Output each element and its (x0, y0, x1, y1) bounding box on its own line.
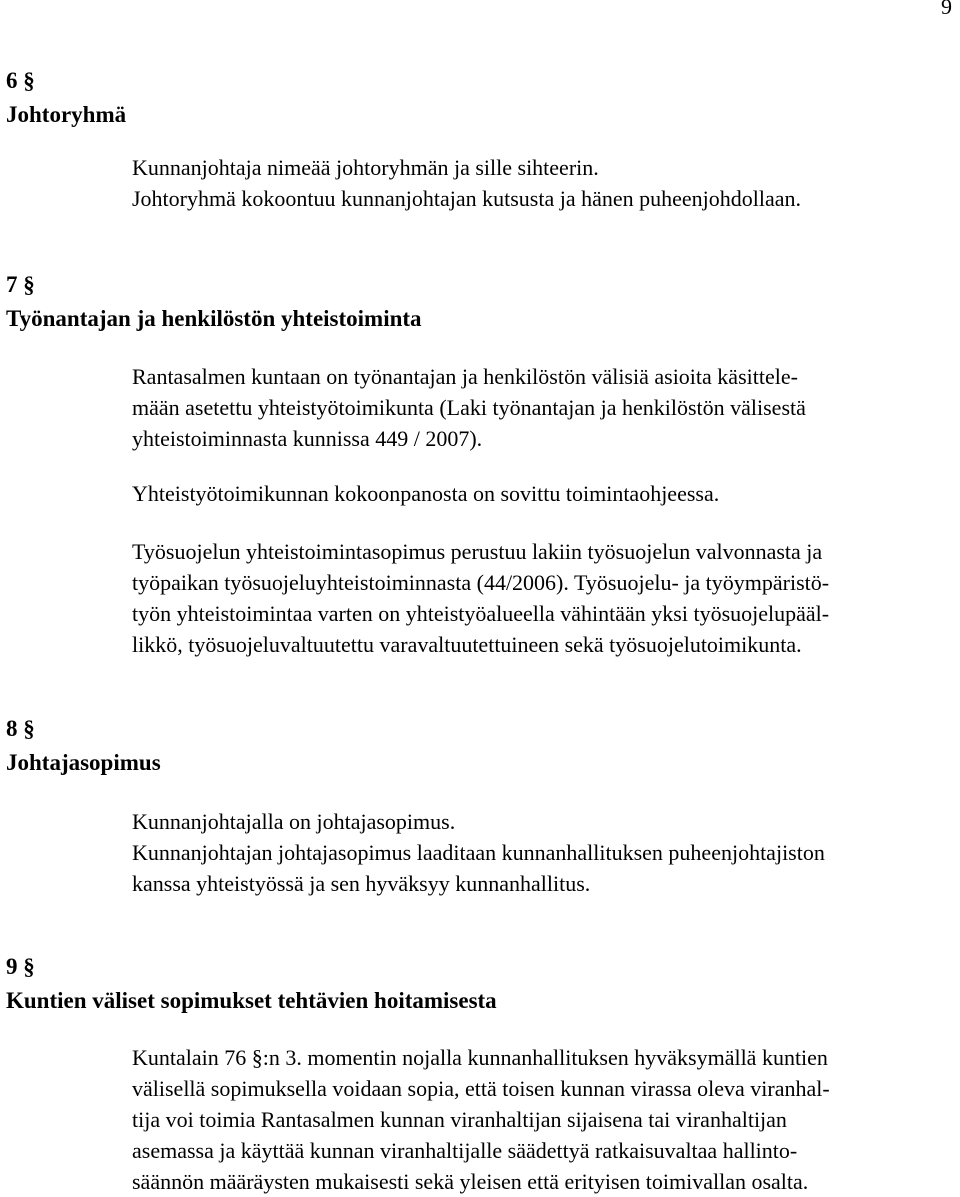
paragraph (132, 478, 960, 509)
text-line: Johtoryhmä kokoontuu kunnanjohtajan kutsusta ja hänen puheenjohdollaan. (132, 186, 802, 211)
text-line: tija voi toimia Rantasalmen kunnan viranhaltijan sijaisena tai viranhaltijan (132, 1107, 787, 1132)
section-6-heading (6, 64, 126, 132)
text-line: Yhteistyötoimikunnan kokoonpanosta on sovittu toimintaohjeessa. (132, 481, 720, 506)
section-9-body (132, 1042, 960, 1197)
paragraph (132, 536, 960, 660)
section-number: 6 § (6, 68, 35, 93)
section-title: Työnantajan ja henkilöstön yhteistoiminta (6, 306, 422, 331)
text-line: säännön määräysten mukaisesti sekä yleisen että erityisen toimivallan osalta. (132, 1169, 809, 1194)
paragraph (132, 1042, 960, 1197)
section-8-body (132, 806, 960, 899)
text-line: Kunnanjohtajalla on johtajasopimus. (132, 809, 456, 834)
section-9-heading (6, 950, 497, 1018)
section-7-body (132, 361, 960, 454)
page-number: 9 (941, 0, 952, 19)
section-7-body (132, 478, 960, 509)
text-line: työn yhteistoimintaa varten on yhteistyöalueella vähintään yksi työsuojelupääl- (132, 601, 830, 626)
section-8-heading (6, 712, 161, 780)
paragraph (132, 152, 960, 214)
text-line: Rantasalmen kuntaan on työnantajan ja henkilöstön välisiä asioita käsittele- (132, 364, 798, 389)
text-line: Työsuojelun yhteistoimintasopimus perustuu lakiin työsuojelun valvonnasta ja (132, 539, 823, 564)
section-6-body (132, 152, 960, 214)
paragraph (132, 361, 960, 454)
text-line: likkö, työsuojeluvaltuutettu varavaltuutettuineen sekä työsuojelutoimikunta. (132, 632, 802, 657)
paragraph (132, 806, 960, 899)
text-line: kanssa yhteistyössä ja sen hyväksyy kunnanhallitus. (132, 871, 591, 896)
section-title: Johtajasopimus (6, 750, 161, 775)
text-line: Kunnanjohtajan johtajasopimus laaditaan kunnanhallituksen puheenjohtajiston (132, 840, 825, 865)
section-7-heading (6, 268, 422, 336)
text-line: mään asetettu yhteistyötoimikunta (Laki työnantajan ja henkilöstön välisestä (132, 395, 806, 420)
text-line: yhteistoiminnasta kunnissa 449 / 2007). (132, 426, 483, 451)
text-line: välisellä sopimuksella voidaan sopia, että toisen kunnan virassa oleva viranhal- (132, 1076, 830, 1101)
section-number: 9 § (6, 954, 35, 979)
text-line: Kunnanjohtaja nimeää johtoryhmän ja sille sihteerin. (132, 155, 599, 180)
section-title: Kuntien väliset sopimukset tehtävien hoitamisesta (6, 988, 497, 1013)
text-line: asemassa ja käyttää kunnan viranhaltijalle säädettyä ratkaisuvaltaa hallinto- (132, 1138, 798, 1163)
text-line: työpaikan työsuojeluyhteistoiminnasta (44/2006). Työsuojelu- ja työympäristö- (132, 570, 830, 595)
section-number: 8 § (6, 716, 35, 741)
section-number: 7 § (6, 272, 35, 297)
section-title: Johtoryhmä (6, 102, 127, 127)
text-line: Kuntalain 76 §:n 3. momentin nojalla kunnanhallituksen hyväksymällä kuntien (132, 1045, 828, 1070)
section-7-body (132, 536, 960, 660)
